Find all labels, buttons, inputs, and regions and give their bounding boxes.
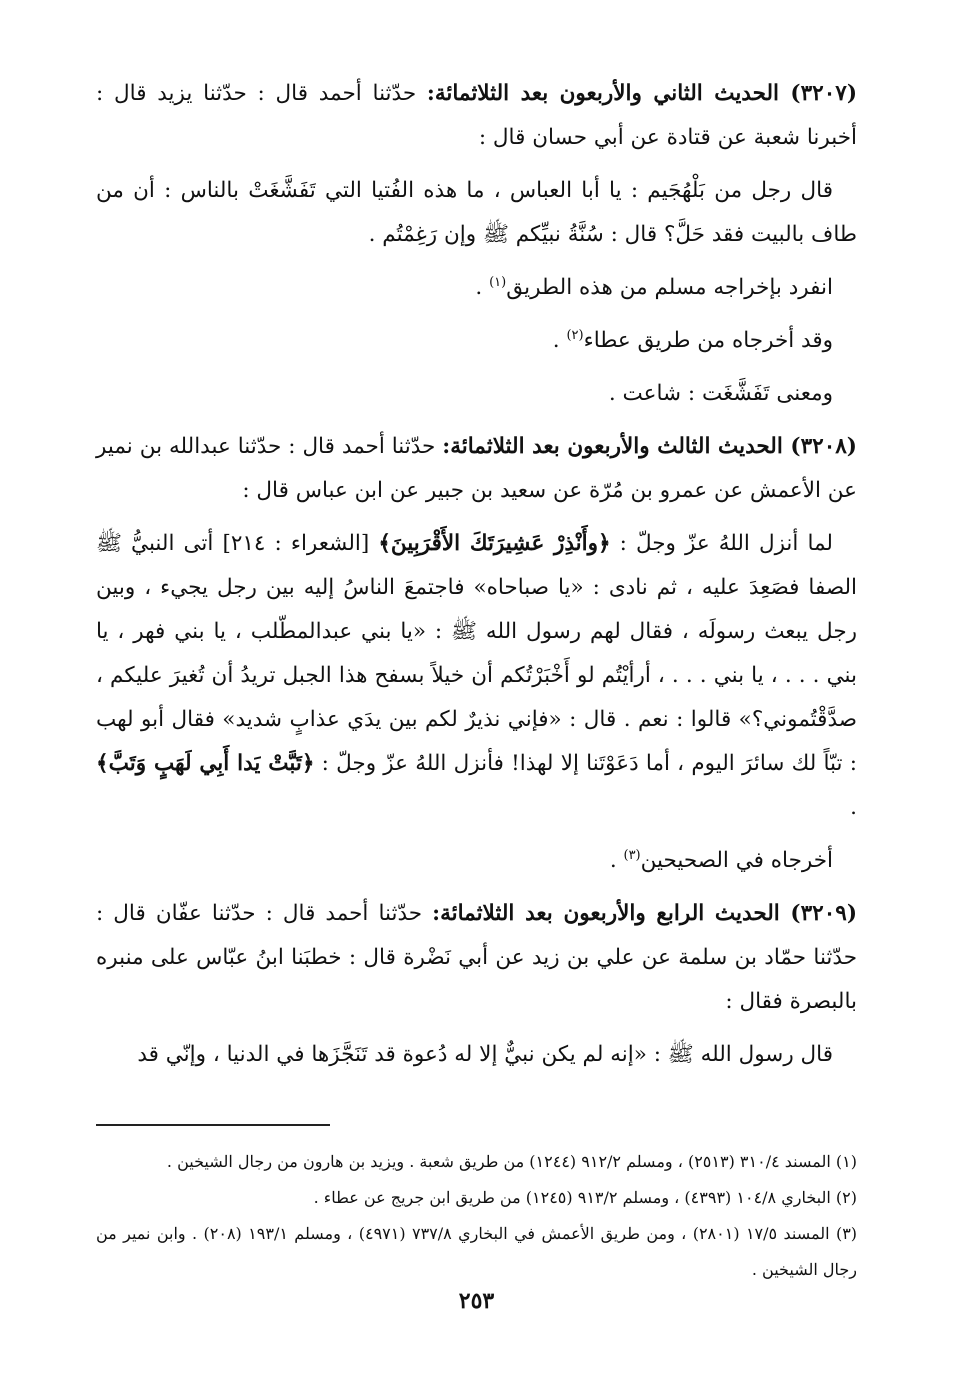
hadith-3208-note bbox=[96, 839, 857, 883]
note-3-end: . bbox=[609, 848, 624, 873]
footnote-separator bbox=[96, 1124, 330, 1126]
note-1-text: انفرد بإخراجه مسلم من هذه الطريق bbox=[506, 275, 833, 300]
hadith-3209-isnad bbox=[96, 892, 857, 1024]
hadith-3208-matn-middle: [الشعراء : ٢١٤] أتى النبيُّ ﷺ الصفا فصَعِدَ عليه ، ثم نادى : «يا صباحاه» فاجتمعَ الناسُ إليه بين رجل يجيء ، وبين رجل يبعث رسولَه ، فقال لهم رسول الله ﷺ : «يا بني عبدالمطّلب ، يا بني فهر ، يا بني . . . ، يا بني . . . ، أرأيْتُم لو أَخْبَرْتُكم أن خيلاً بسفح هذا الجبل تريدُ أن تُغيرَ عليكم ، صدَّقْتُموني؟» قالوا : نعم . قال : «فإني نذيرٌ لكم بين يدَي عذابٍ شديد» فقال أبو لهب : تبّاً لك سائرَ اليوم ، أما دَعَوْتَنا إلا لهذا! فأنزل اللهُ عزّ وجلّ : bbox=[96, 531, 857, 776]
hadith-3207-heading: (٣٢٠٧) الحديث الثاني والأربعون بعد الثلاثمائة: bbox=[426, 81, 857, 106]
quran-verse-masad: ﴿تَبَّتْ يَدا أَبِي لَهَبٍ وَتَبَّ﴾ bbox=[96, 751, 315, 776]
footnote-2: (٢) البخاري ١٠٤/٨ (٤٣٩٣) ، ومسلم ٩١٣/٢ (١٢٤٥) من طريق ابن جريج عن عطاء . bbox=[313, 1188, 857, 1207]
footnotes bbox=[96, 1144, 857, 1288]
page-number: ٢٥٣ bbox=[458, 1288, 495, 1314]
hadith-3209-heading: (٣٢٠٩) الحديث الرابع والأربعون بعد الثلاثمائة: bbox=[432, 901, 857, 926]
footnote-separator-wrap bbox=[96, 1086, 857, 1144]
hadith-3207-matn: قال رجل من بَلْهُجَيم : يا أبا العباس ، ما هذه الفُتيا التي تَفَشَّغَتْ بالناس : أن من طاف بالبيت فقد حَلَّ؟ قال : سُنَّةُ نبيِّكم ﷺ وإن رَغِمْتُم . bbox=[96, 178, 857, 247]
hadith-3207-chain: حدّثنا أحمد قال : حدّثنا يزيد قال : أخبرنا شعبة عن قتادة عن أبي حسان قال : bbox=[96, 81, 857, 150]
note-1-end: . bbox=[475, 275, 490, 300]
hadith-3208-heading: (٣٢٠٨) الحديث الثالث والأربعون بعد الثلاثمائة: bbox=[442, 434, 857, 459]
hadith-3208-chain: حدّثنا أحمد قال : حدّثنا عبدالله بن نمير عن الأعمش عن عمرو بن مُرّة عن سعيد بن جبير عن ابن عباس قال : bbox=[96, 434, 857, 503]
hadith-3208-matn bbox=[96, 522, 857, 830]
hadith-3209-matn: قال رسول الله ﷺ : «إنه لم يكن نبيٌّ إلا له دُعوة قد تَنَجَّزَها في الدنيا ، وإنّي قد bbox=[137, 1042, 833, 1067]
hadith-3208-matn-start: لما أنزل اللهُ عزّ وجلّ : bbox=[610, 531, 833, 556]
hadith-3208-matn-end: . bbox=[850, 795, 857, 820]
note-2-text: وقد أخرجاه من طريق عطاء bbox=[583, 328, 833, 353]
quran-verse-shuara: ﴿وأَنْذِرْ عَشِيرَتَكَ الأَقْرَبِينَ﴾ bbox=[378, 531, 611, 556]
footnote-3: (٣) المسند ١٧/٥ (٢٨٠١) ، ومن طريق الأعمش في البخاري ٧٣٧/٨ (٤٩٧١) ، ومسلم ١٩٣/١ (٢٠٨) . وابن نمير من رجال الشيخين . bbox=[96, 1224, 858, 1279]
hadith-3207-note-1 bbox=[96, 266, 857, 310]
hadith-3207-note-2 bbox=[96, 319, 857, 363]
hadith-3209-chain: حدّثنا أحمد قال : حدّثنا عفّان قال : حدّثنا حمّاد بن سلمة عن علي بن زيد عن أبي نَضْرة قال : خطبَنا ابنُ عبّاس على منبره بالبصرة فقال : bbox=[96, 901, 857, 1014]
footnote-1: (١) المسند ٣١٠/٤ (٢٥١٣) ، ومسلم ٩١٢/٢ (١٢٤٤) من طريق شعبة . ويزيد بن هارون من رجال الشيخين . bbox=[166, 1152, 857, 1171]
note-2-end: . bbox=[552, 328, 567, 353]
hadith-3208-isnad bbox=[96, 425, 857, 513]
footnote-ref-1[interactable]: (١) bbox=[489, 274, 507, 290]
footnote-ref-3[interactable]: (٣) bbox=[623, 847, 641, 863]
hadith-3207-meaning: ومعنى تَفَشَّغَت : شاعت . bbox=[608, 381, 833, 406]
main-text bbox=[96, 72, 857, 1077]
footnote-ref-2[interactable]: (٢) bbox=[566, 327, 584, 343]
hadith-3207-isnad bbox=[96, 72, 857, 160]
note-3-text: أخرجاه في الصحيحين bbox=[640, 848, 833, 873]
